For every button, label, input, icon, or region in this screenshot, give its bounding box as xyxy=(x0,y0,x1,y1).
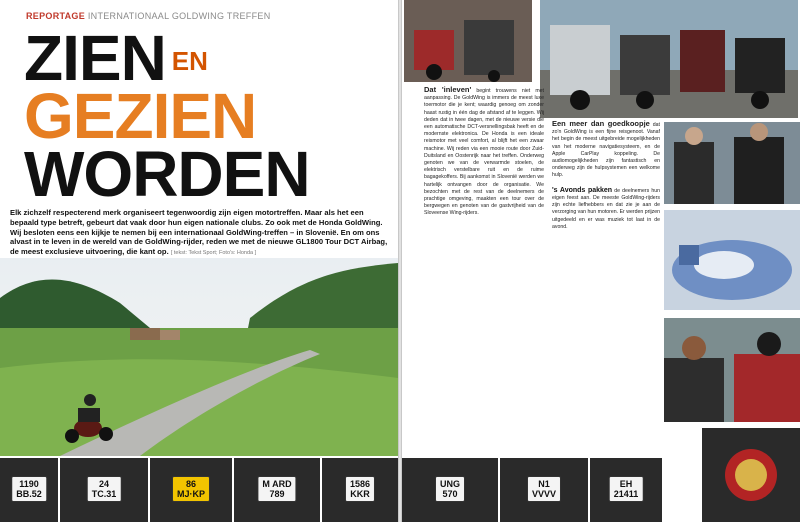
photo-riders-parade xyxy=(540,0,798,118)
bikers-backs-illustration xyxy=(664,318,800,422)
left-page xyxy=(0,0,398,522)
plate-6-line1: UNG xyxy=(440,479,460,489)
plate-photo-8 xyxy=(590,458,662,522)
photo-parked-bikes xyxy=(404,0,532,82)
plate-7-line1: N1 xyxy=(538,479,550,489)
license-plate-2 xyxy=(87,476,122,502)
plate-5-line1: 1586 xyxy=(349,479,371,489)
plate-7-line2: VVVV xyxy=(531,489,557,499)
column-2-lead: Een meer dan goedkoopje xyxy=(552,120,650,128)
photo-riders-vests xyxy=(664,122,800,204)
column-2-subtext: de deelnemers hun eigen feest aan. De meeste GoldWing-rijders zijn echte liefhebbers en dat zie je aan de verzorging van hun motoren. Er werden prijzen uitgedeeld en er was muziek tot laat in de avond. xyxy=(552,187,660,230)
photo-decorated-bike xyxy=(664,210,800,310)
plate-photo-6 xyxy=(402,458,498,522)
plate-3-line1: 86 xyxy=(185,479,197,489)
license-plate-8 xyxy=(609,476,644,502)
plate-4-line2: 789 xyxy=(269,489,285,499)
license-plate-7 xyxy=(527,476,561,502)
title-word-en: EN xyxy=(171,46,208,76)
plate-5-line2: KKR xyxy=(350,489,370,499)
section-label: REPORTAGE xyxy=(26,11,86,21)
plate-photo-5 xyxy=(322,458,398,522)
plate-4-line1: M ARD xyxy=(262,479,292,489)
decorated-bike-illustration xyxy=(664,210,800,310)
plate-2-line2: TC.31 xyxy=(91,489,117,499)
license-plate-strip xyxy=(0,458,800,522)
right-page xyxy=(402,0,800,522)
license-plate-4 xyxy=(257,476,296,502)
plate-photo-3 xyxy=(150,458,232,522)
title-word-zien: ZIEN xyxy=(24,22,166,94)
intro-text: Elk zichzelf respecterend merk organiseert tegenwoordig zijn eigen motortreffen. Maar als het een bepaald type betreft, gebeurt dat vaak door hun eigen nationale clubs. Zo ook met de Honda GoldWing. Wij besloten eens een kijkje te nemen bij een internationaal GoldWing-treffen – in Slovenië. En om ons alvast in te leven in de wereld van de GoldWing-rijder, reden we met de nieuwe GL1800 Tour DCT Airbag, de meest exclusieve uitvoering, die kant op. xyxy=(10,208,388,257)
parked-bikes-illustration xyxy=(404,0,532,82)
plate-8-line1: EH xyxy=(619,479,633,489)
photo-credit: [ tekst: Tekst Sport; Foto's: Honda ] xyxy=(170,250,257,257)
road-scene-photo xyxy=(0,258,398,456)
plate-photo-4 xyxy=(234,458,320,522)
article-column-1 xyxy=(424,86,544,456)
article-column-2 xyxy=(552,120,660,456)
riders-parade-illustration xyxy=(540,0,798,118)
column-2-subhead: 's Avonds pakken xyxy=(552,186,613,194)
riders-vests-illustration xyxy=(664,122,800,204)
plate-photo-2 xyxy=(60,458,148,522)
license-plate-5 xyxy=(345,476,375,502)
column-1-lead: Dat 'inleven' xyxy=(424,86,472,94)
license-plate-6 xyxy=(435,476,465,502)
plate-photo-7 xyxy=(500,458,588,522)
plate-1-line1: 1190 xyxy=(19,479,39,489)
section-topic: INTERNATIONAAL GOLDWING TREFFEN xyxy=(87,11,271,21)
column-2-text: dat zo'n GoldWing is een fijne reisgenoot. Vanaf het begin de meest uitgebreide mogelijkheden van het moderne navigatiesysteem, en de Apple CarPlay koppeling. De audiomogelijkheden zijn fantastisch en onderweg zijn de hulpsystemen een welkome hulp. xyxy=(552,122,660,179)
section-header xyxy=(26,11,271,21)
plate-3-line2: MJ·KP xyxy=(176,489,206,499)
plate-6-line2: 570 xyxy=(442,489,458,499)
plate-photo-1 xyxy=(0,458,58,522)
title-line-3: WORDEN xyxy=(24,138,310,210)
license-plate-3 xyxy=(172,476,210,502)
plate-8-line2: 21411 xyxy=(613,489,639,499)
plate-1-line2: BB.52 xyxy=(16,489,42,499)
plate-2-line1: 24 xyxy=(98,479,110,489)
title-line-2: GEZIEN xyxy=(24,80,257,152)
intro-paragraph xyxy=(10,208,388,259)
column-1-text: begint trouwens niet met aanpassing. De GoldWing is immers de meest luxe toermotor die je kent; waardig genoeg om zonder haast rustig in één dag de afstand af te leggen. Wij deden dat in twee dagen, met de nieuwe versie die een automatische DCT-versnellingsbak heeft en de modernste elektronica. De Honda is een ideale reismotor met veel comfort, al blijft het een zwaar machine. Wij reden via een mooie route door Zuid-Duitsland en Oostenrijk naar het treffen. Onderweg genoten we van de verwarmde stoelen, de elektrisch verstelbare ruit en de ruime bagagekoffers. Bij aankomst in Slovenië werden we hartelijk ontvangen door de organisatie. We bezochten met de rest van de deelnemers de prachtige omgeving, maakten een tour over de bergwegen en genoten van de gastvrijheid van de Sloveense Wing-rijders. xyxy=(424,88,544,217)
photo-bikers-backs xyxy=(664,318,800,422)
road-scene-illustration xyxy=(0,258,398,456)
license-plate-1 xyxy=(11,476,47,502)
